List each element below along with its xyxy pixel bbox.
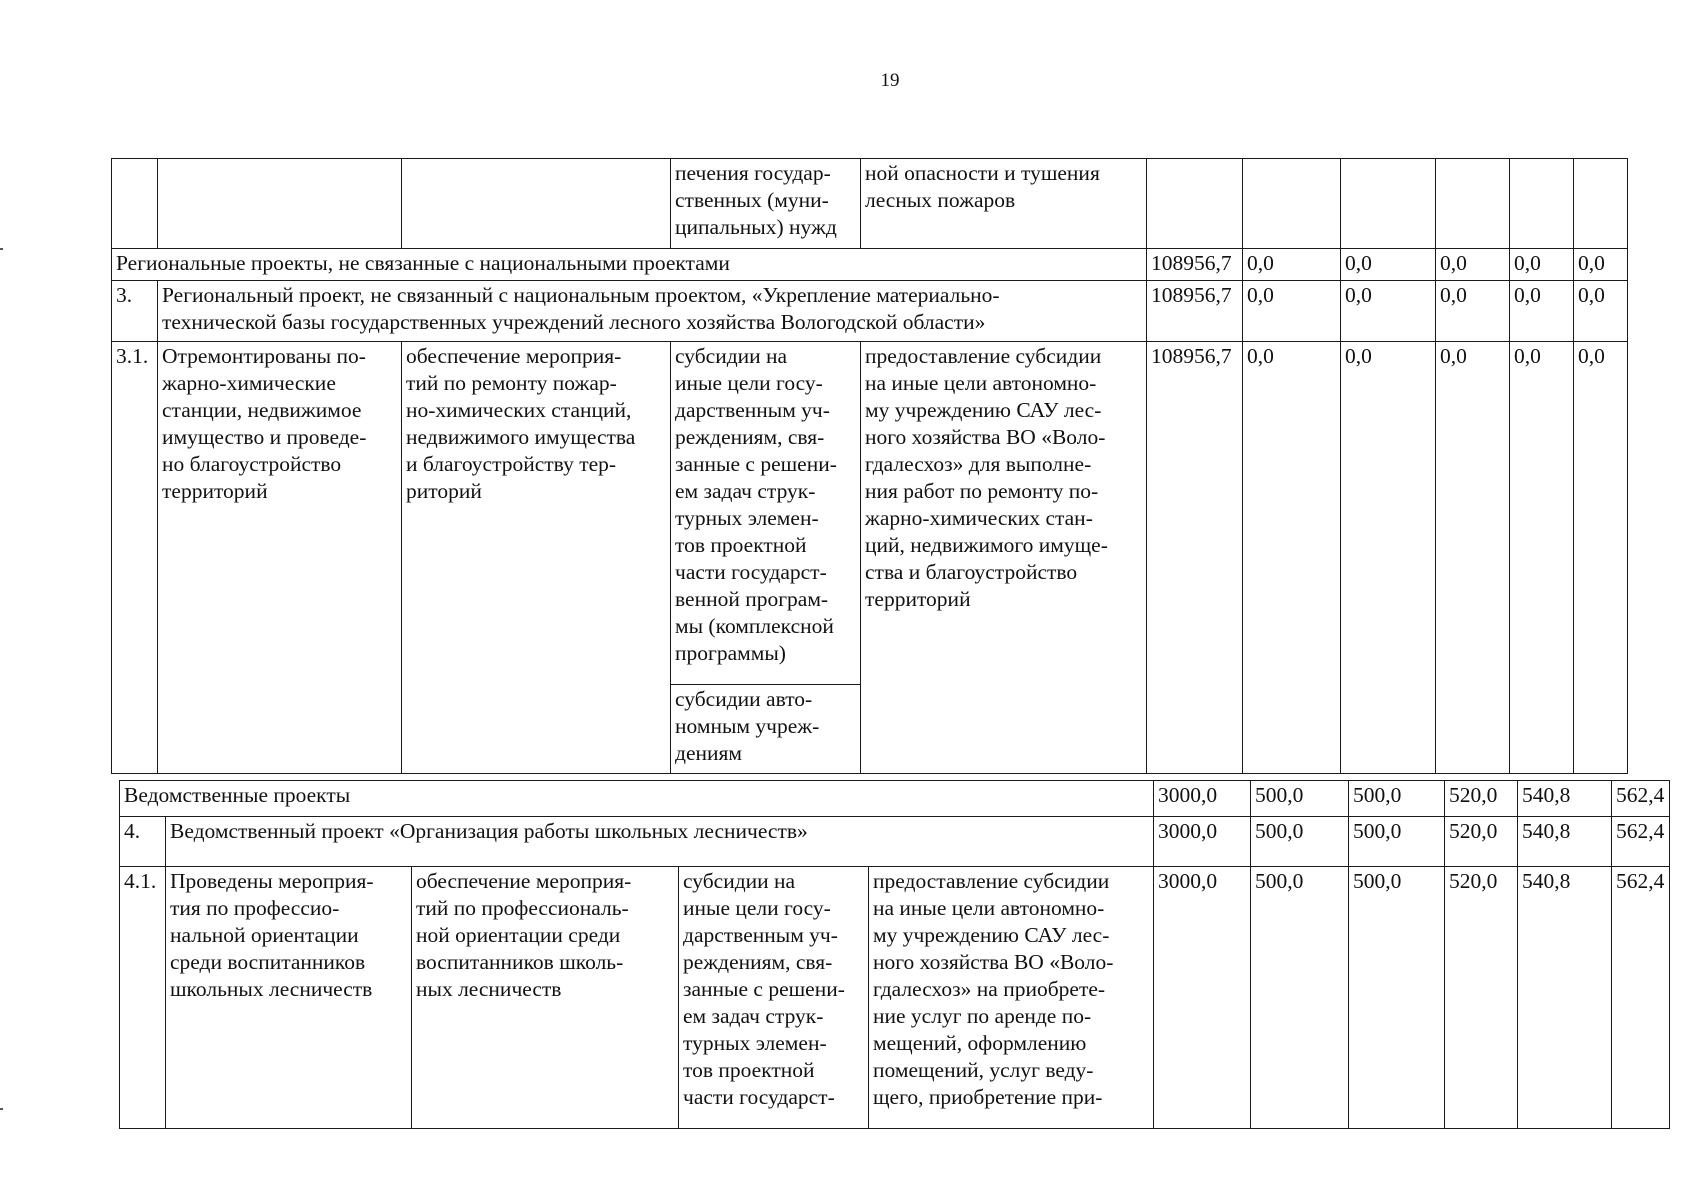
value-year-1: 0,0 (1243, 249, 1341, 281)
value-year-4: 0,0 (1510, 249, 1574, 281)
value-year-5: 562,4 (1612, 817, 1670, 867)
value-year-5: 0,0 (1574, 281, 1628, 342)
project-4-row (120, 817, 1670, 867)
cell-empty (1436, 159, 1510, 249)
value-year-2: 500,0 (1349, 817, 1445, 867)
cell-empty (158, 159, 402, 249)
scan-mark-left-top (0, 248, 3, 250)
value-year-4: 540,8 (1518, 817, 1612, 867)
value-year-5: 562,4 (1612, 867, 1670, 1129)
value-year-4: 0,0 (1510, 281, 1574, 342)
task-4-1-row (120, 867, 1670, 1129)
section-label: Ведомственные проекты (120, 781, 1154, 817)
regional-projects-row (112, 249, 1628, 281)
measures-table-upper (111, 158, 1628, 774)
value-total: 108956,7 (1147, 281, 1243, 342)
cell-empty (1574, 159, 1628, 249)
value-total: 108956,7 (1147, 342, 1243, 774)
measures-table-lower (119, 780, 1670, 1129)
result-cell: Отремонтированы по- жарно-химические станции, недвижимое имущество и проведе- но благоустройство территорий (158, 342, 402, 774)
cell-empty (1510, 159, 1574, 249)
value-year-3: 0,0 (1436, 342, 1510, 774)
cell-empty (112, 159, 158, 249)
scan-mark-left-bottom (0, 1108, 3, 1110)
funding-type-cell: печения государ- ственных (муни- ципальных) нужд (671, 159, 861, 249)
continuation-row (112, 159, 1628, 249)
row-number: 4. (120, 817, 166, 867)
value-year-5: 0,0 (1574, 342, 1628, 774)
row-number: 3.1. (112, 342, 158, 774)
value-year-2: 500,0 (1349, 867, 1445, 1129)
cell-empty (1147, 159, 1243, 249)
funding-type-cell: субсидии на иные цели госу- дарственным уч- реждениям, свя- занные с решени- ем задач струк- турных элемен- тов проектной части государст- венной програм- мы (комплексной программы) (671, 342, 861, 685)
measure-cell: обеспечение мероприя- тий по ремонту пожар- но-химических станций, недвижимого имущества и благоустройству тер- риторий (402, 342, 671, 774)
value-year-5: 562,4 (1612, 781, 1670, 817)
value-year-4: 540,8 (1518, 867, 1612, 1129)
project-3-row (112, 281, 1628, 342)
page-number: 19 (880, 70, 900, 91)
task-3-1-row (112, 342, 1628, 685)
value-year-3: 0,0 (1436, 249, 1510, 281)
row-number: 4.1. (120, 867, 166, 1129)
description-cell: ной опасности и тушения лесных пожаров (861, 159, 1147, 249)
value-year-3: 520,0 (1445, 867, 1518, 1129)
funding-type-cell: субсидии авто- номным учреж- дениям (671, 685, 861, 774)
project-title: Региональный проект, не связанный с национальным проектом, «Укрепление материально- технической базы государственных учреждений лесного хозяйства Вологодской области» (158, 281, 1147, 342)
value-total: 3000,0 (1154, 781, 1251, 817)
cell-empty (1341, 159, 1436, 249)
value-year-1: 500,0 (1251, 781, 1349, 817)
value-year-2: 0,0 (1341, 281, 1436, 342)
value-year-1: 0,0 (1243, 342, 1341, 774)
value-year-1: 0,0 (1243, 281, 1341, 342)
value-total: 3000,0 (1154, 817, 1251, 867)
value-year-3: 520,0 (1445, 781, 1518, 817)
value-year-5: 0,0 (1574, 249, 1628, 281)
cell-empty (1243, 159, 1341, 249)
departmental-projects-row (120, 781, 1670, 817)
value-year-1: 500,0 (1251, 817, 1349, 867)
value-total: 3000,0 (1154, 867, 1251, 1129)
value-year-3: 0,0 (1436, 281, 1510, 342)
funding-type-cell: субсидии на иные цели госу- дарственным уч- реждениям, свя- занные с решени- ем задач струк- турных элемен- тов проектной части государст- (679, 867, 869, 1129)
value-year-4: 540,8 (1518, 781, 1612, 817)
value-year-2: 0,0 (1341, 342, 1436, 774)
description-cell: предоставление субсидии на иные цели автономно- му учреждению САУ лес- ного хозяйства ВО «Воло- гдалесхоз» для выполне- ния работ по ремонту по- жарно-химических стан- ций, недвижимого имуще- ства и благоустройство территорий (861, 342, 1147, 774)
value-year-2: 500,0 (1349, 781, 1445, 817)
description-cell: предоставление субсидии на иные цели автономно- му учреждению САУ лес- ного хозяйства ВО «Воло- гдалесхоз» на приобрете- ние услуг по аренде по- мещений, оформлению помещений, услуг веду- щего, приобретение при- (869, 867, 1154, 1129)
value-year-2: 0,0 (1341, 249, 1436, 281)
result-cell: Проведены мероприя- тия по профессио- нальной ориентации среди воспитанников школьных лесничеств (166, 867, 412, 1129)
project-title: Ведомственный проект «Организация работы школьных лесничеств» (166, 817, 1154, 867)
value-year-3: 520,0 (1445, 817, 1518, 867)
section-label: Региональные проекты, не связанные с национальными проектами (112, 249, 1147, 281)
value-total: 108956,7 (1147, 249, 1243, 281)
measure-cell: обеспечение мероприя- тий по профессиональ- ной ориентации среди воспитанников школь- ных лесничеств (412, 867, 679, 1129)
row-number: 3. (112, 281, 158, 342)
value-year-1: 500,0 (1251, 867, 1349, 1129)
cell-empty (402, 159, 671, 249)
value-year-4: 0,0 (1510, 342, 1574, 774)
